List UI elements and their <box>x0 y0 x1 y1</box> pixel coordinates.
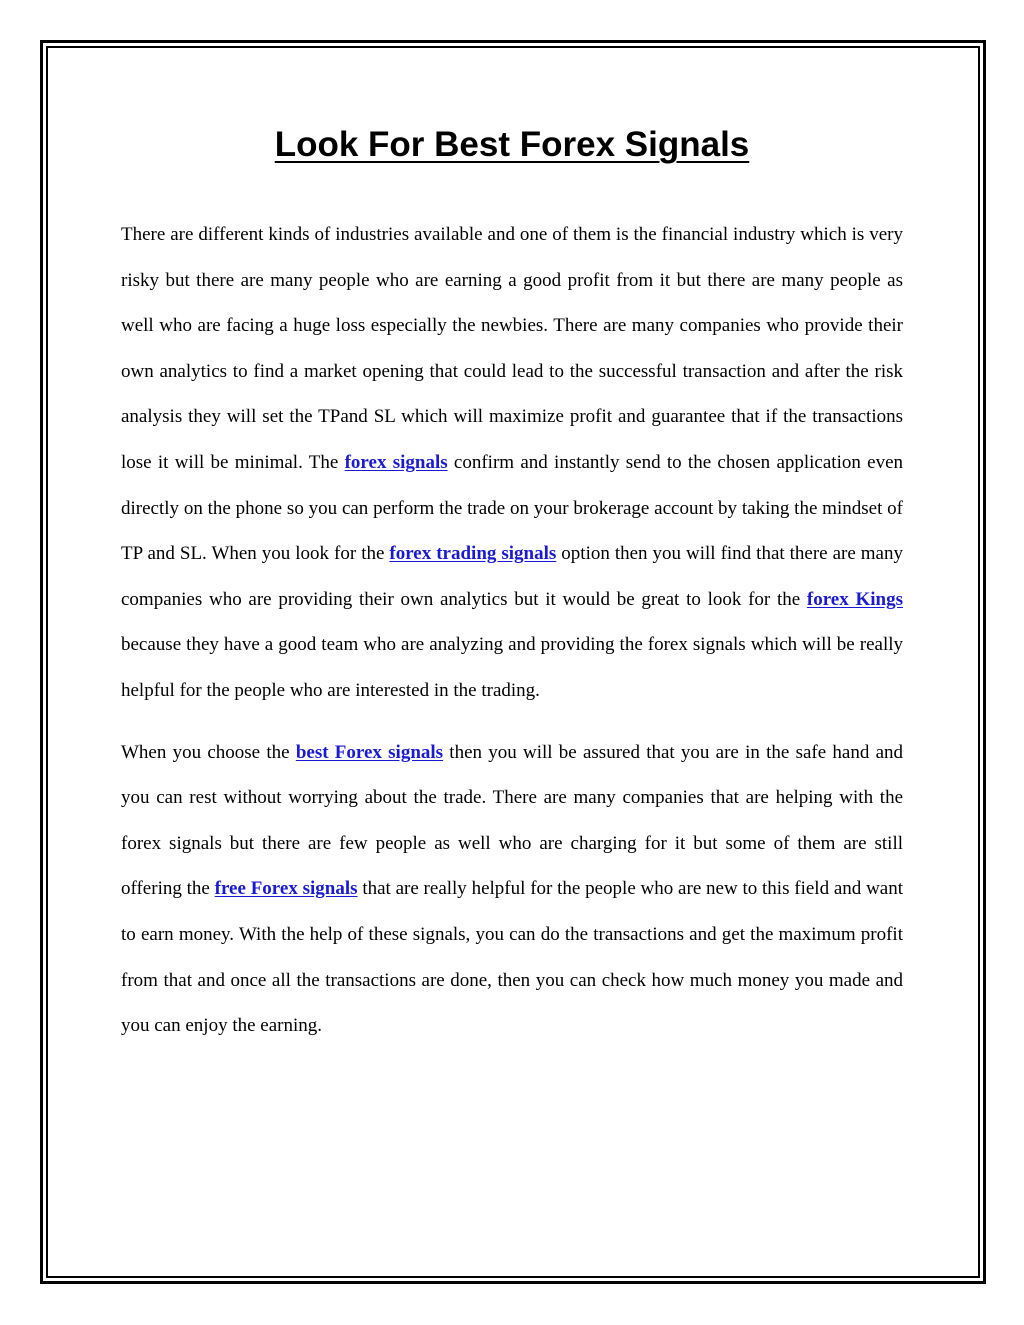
forex-signals-link[interactable]: forex signals <box>344 451 448 473</box>
paragraph-2-text-2: then you will be assured that you are in the safe hand and you can rest without worrying about the trade. There are many companies that are helping with the forex signals but there are few people as well who are charging for it but some of them are still offering the <box>121 741 904 900</box>
free-forex-signals-link[interactable]: free Forex signals <box>214 878 358 900</box>
forex-trading-signals-link[interactable]: forex trading signals <box>389 543 557 565</box>
page-title: Look For Best Forex Signals <box>274 125 750 164</box>
paragraph-1 <box>121 212 903 714</box>
paragraph-2 <box>121 730 903 1049</box>
paragraph-1-text-2: confirm and instantly send to the chosen application even directly on the phone so you can perform the trade on your brokerage account by taking the mindset of TP and SL. When you look for the <box>121 451 903 565</box>
paragraph-1-text-3: option then you will find that there are many companies who are providing their own analytics but it would be great to look for the <box>121 543 903 610</box>
best-forex-signals-link[interactable]: best Forex signals <box>295 741 444 763</box>
paragraph-2-text-3: that are really helpful for the people who are new to this field and want to earn money. With the help of these signals, you can do the transactions and get the maximum profit from that and once all the transactions are done, then you can check how much money you made and you can enjoy the earning. <box>121 878 904 1037</box>
document-body <box>121 118 903 1049</box>
paragraph-1-text-1: There are different kinds of industries available and one of them is the financial industry which is very risky but there are many people who are earning a good profit from it but there are many people as well who are facing a huge loss especially the newbies. There are many companies who provide their own analytics to find a market opening that could lead to the successful transaction and after the risk analysis they will set the TPand SL which will maximize profit and guarantee that if the transactions lose it will be minimal. The <box>121 224 903 473</box>
paragraph-1-text-4: because they have a good team who are analyzing and providing the forex signals which will be really helpful for the people who are interested in the trading. <box>121 634 903 701</box>
forex-kings-link[interactable]: forex Kings <box>806 588 903 610</box>
paragraph-2-text-1: When you choose the <box>121 741 296 763</box>
